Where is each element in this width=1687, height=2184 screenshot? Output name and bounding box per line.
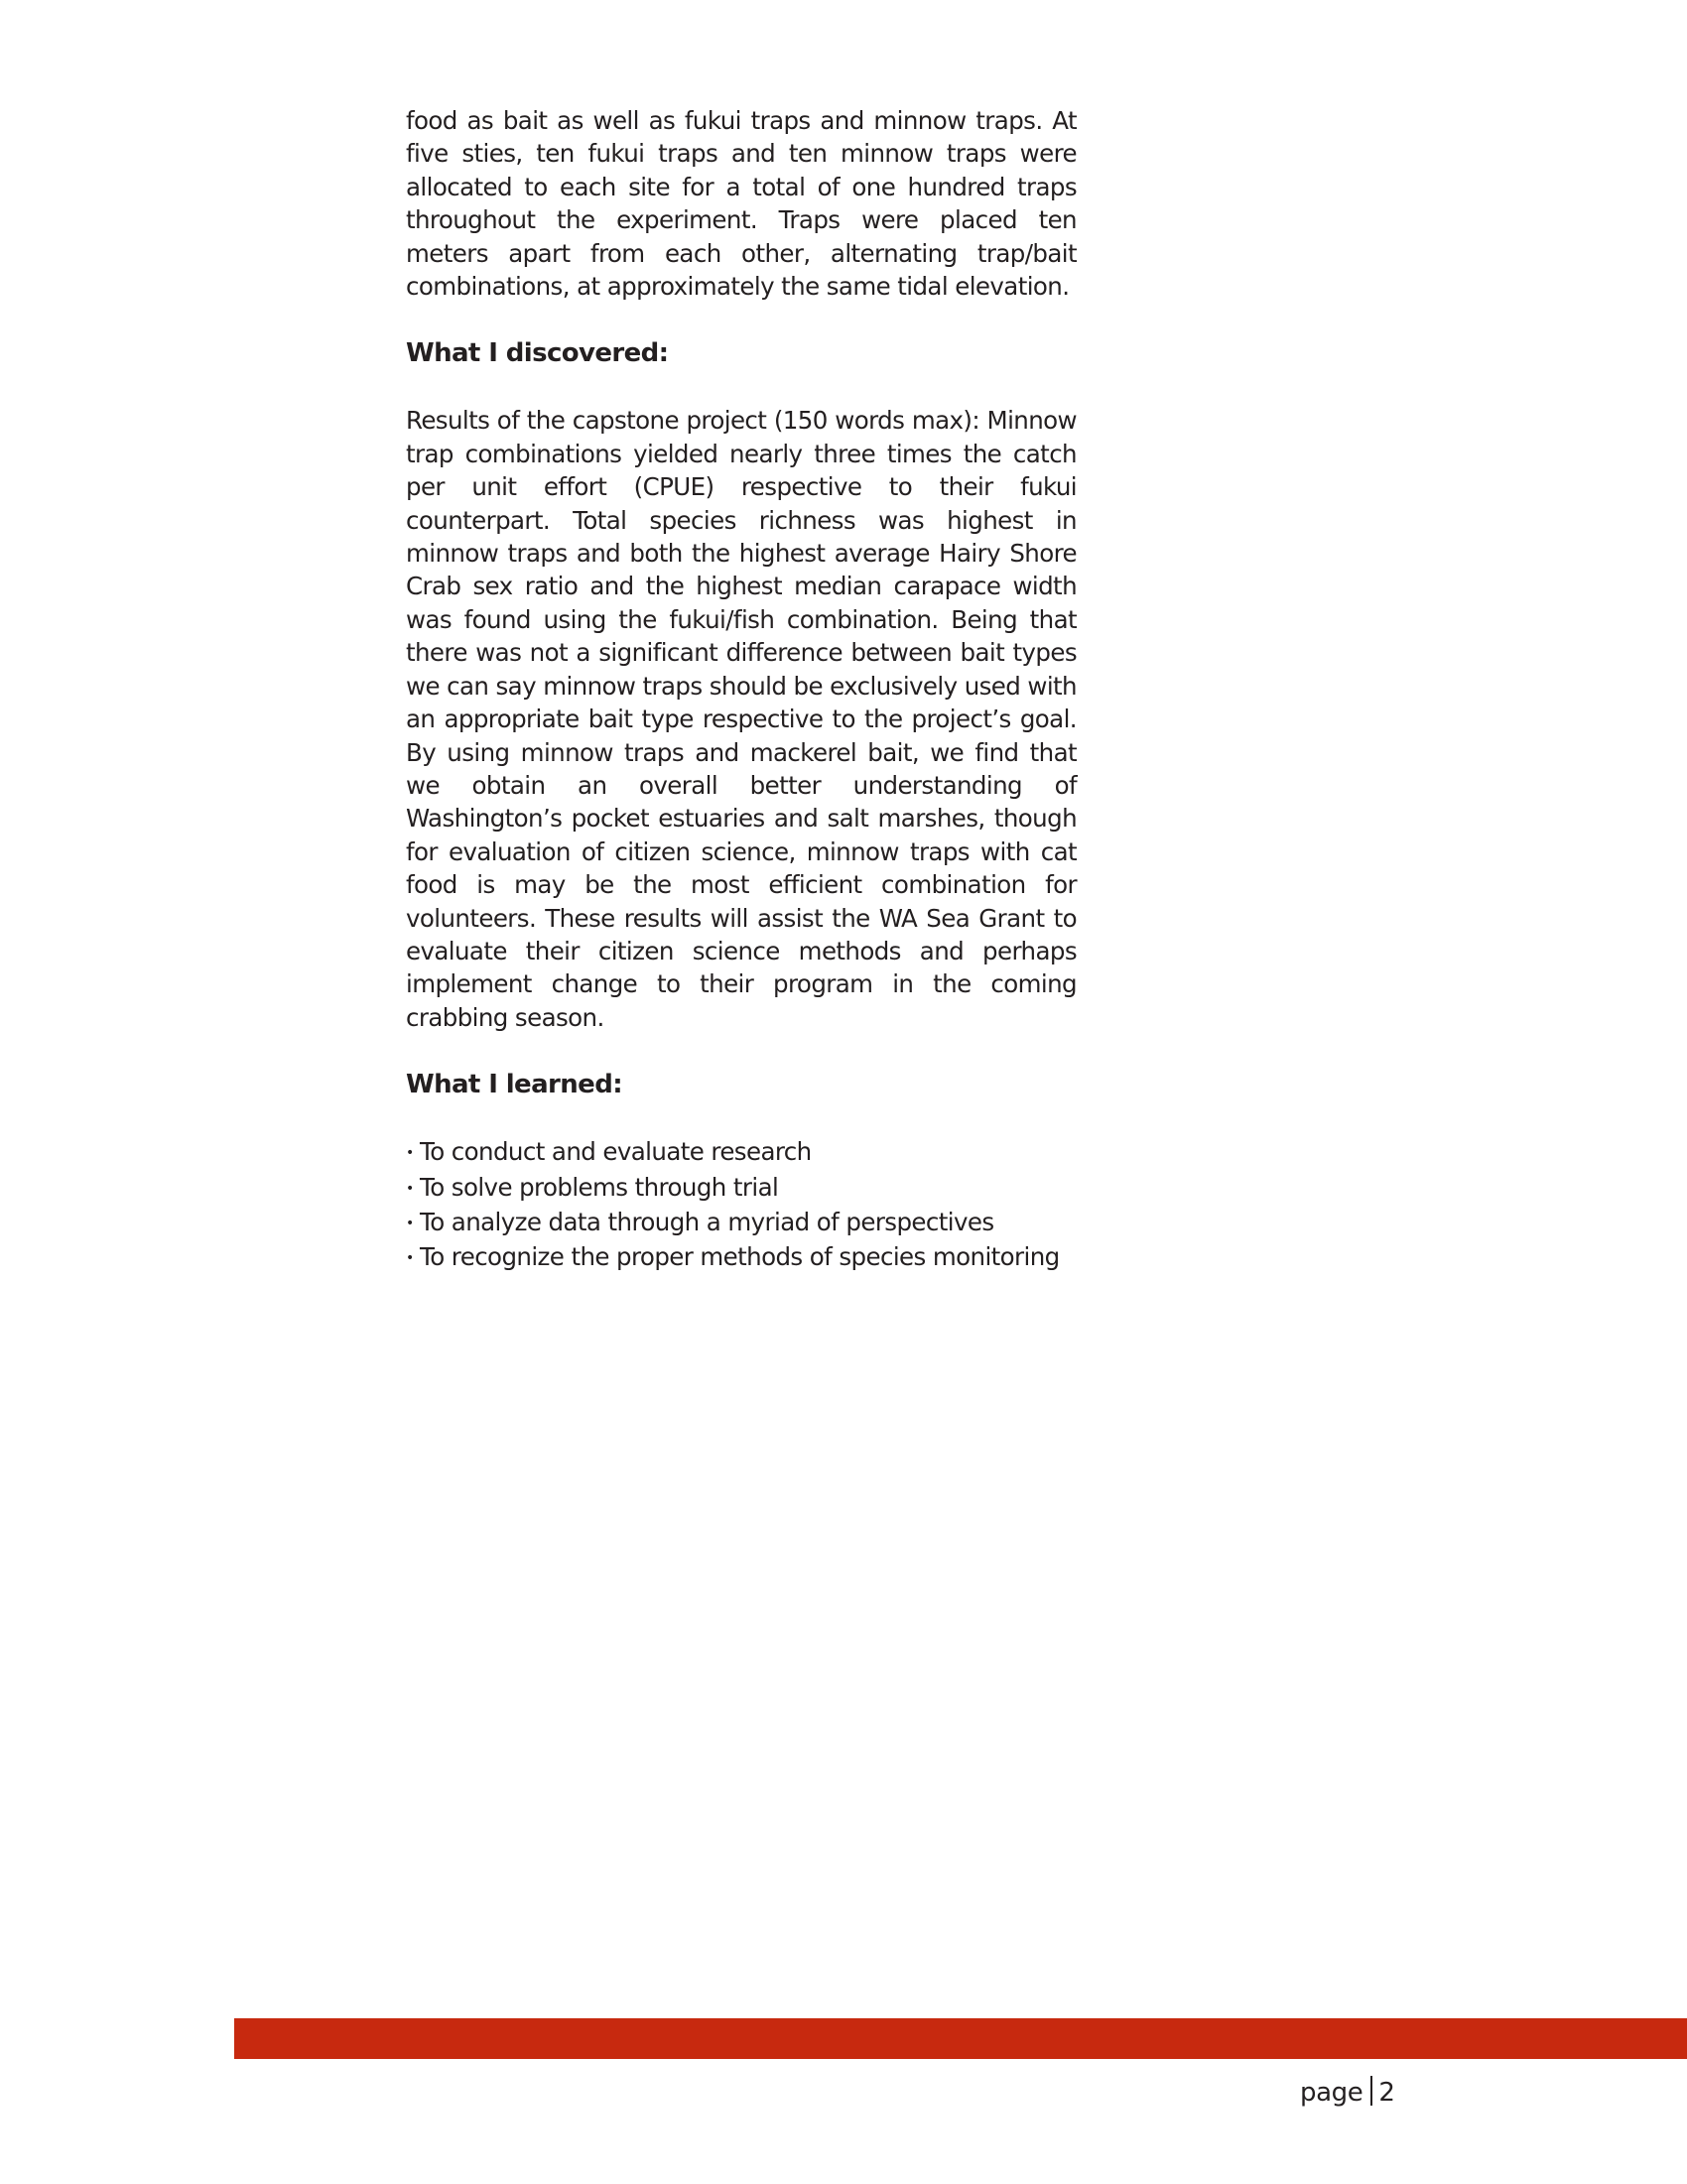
- list-item-text: To recognize the proper methods of species monitoring: [420, 1242, 1060, 1272]
- page-separator: [1370, 2076, 1372, 2106]
- bullet-icon: •: [406, 1145, 414, 1162]
- list-item: [406, 1206, 1077, 1240]
- list-item-text: To analyze data through a myriad of perspectives: [420, 1207, 994, 1236]
- discovered-heading: What I discovered:: [406, 338, 669, 369]
- page-number-label: [1300, 2076, 1395, 2110]
- page-number: 2: [1378, 2078, 1395, 2108]
- learned-list: [406, 1135, 1077, 1276]
- list-item: [406, 1171, 1077, 1206]
- footer-accent-bar: [234, 2018, 1687, 2059]
- list-item: [406, 1240, 1077, 1275]
- page-word: page: [1300, 2078, 1363, 2108]
- list-item-text: To conduct and evaluate research: [420, 1137, 812, 1167]
- methods-continuation-paragraph: food as bait as well as fukui traps and minnow traps. At five sties, ten fukui traps and ten minnow traps were allocated to each site for a total of one hundred traps throughout the experiment. Traps were placed ten meters apart from each other, alternating trap/bait combinations, at approximately the same tidal elevation.: [406, 106, 1077, 302]
- learned-heading: What I learned:: [406, 1070, 623, 1100]
- bullet-icon: •: [406, 1180, 414, 1197]
- document-body: [406, 104, 1077, 1276]
- bullet-icon: •: [406, 1250, 414, 1267]
- discovered-paragraph: Results of the capstone project (150 words max): Minnow trap combinations yielded nearly three times the catch per unit effort (CPUE) respective to their fukui counterpart. Total species richness was highest in minnow traps and both the highest average Hairy Shore Crab sex ratio and the highest median carapace width was found using the fukui/fish combination. Being that there was not a significant difference between bait types we can say minnow traps should be exclusively used with an appropriate bait type respective to the project’s goal. By using minnow traps and mackerel bait, we find that we obtain an overall better understanding of Washington’s pocket estuaries and salt marshes, though for evaluation of citizen science, minnow traps with cat food is may be the most efficient combination for volunteers. These results will assist the WA Sea Grant to evaluate their citizen science methods and perhaps implement change to their program in the coming crabbing season.: [406, 406, 1077, 1032]
- bullet-icon: •: [406, 1215, 414, 1231]
- list-item: [406, 1135, 1077, 1170]
- list-item-text: To solve problems through trial: [420, 1172, 779, 1202]
